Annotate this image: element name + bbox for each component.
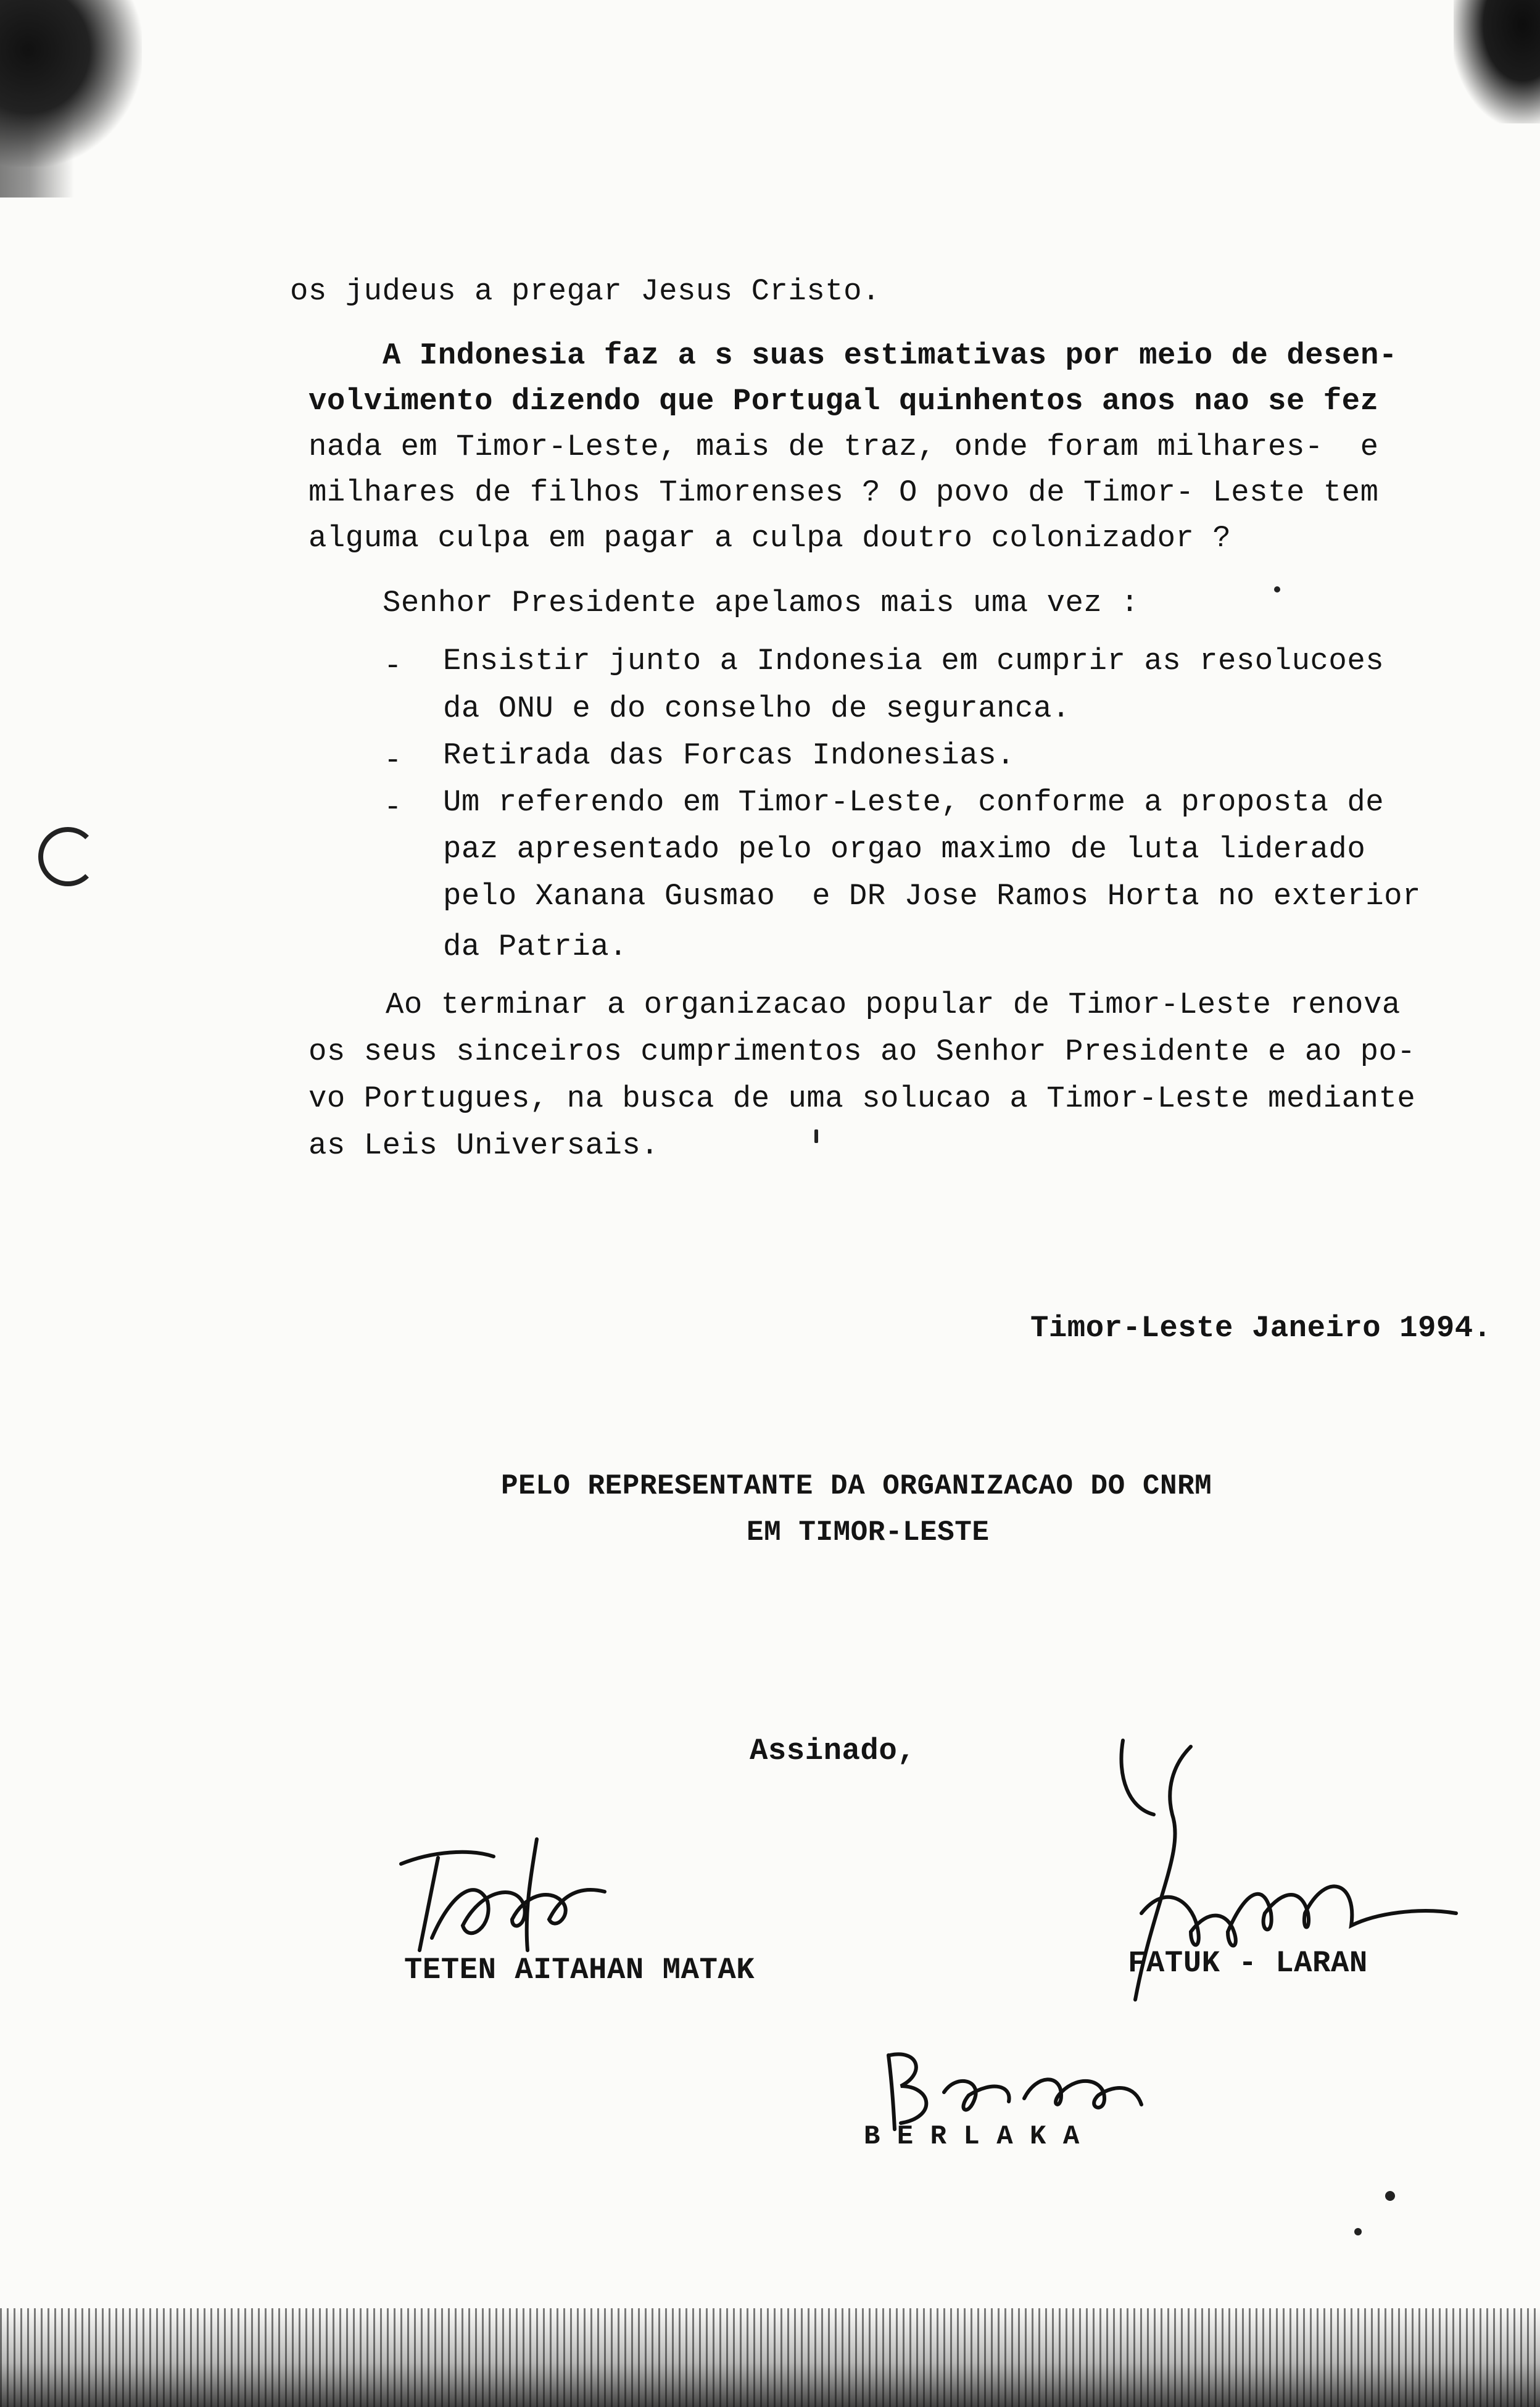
dateline: Timor-Leste Janeiro 1994.: [1030, 1311, 1492, 1345]
speck-mark: [1354, 2228, 1362, 2235]
ink-blot-top-right: [1454, 0, 1540, 123]
appeal-item-line: Retirada das Forcas Indonesias.: [443, 738, 1016, 773]
bullet-mark: -: [384, 649, 402, 683]
signatory-name-left: TETEN AITAHAN MATAK: [404, 1953, 755, 1987]
appeal-item-line: Um referendo em Timor-Leste, conforme a proposta de: [443, 785, 1385, 820]
paragraph1-line: A Indonesia faz a s suas estimativas por meio de desen-: [383, 338, 1397, 373]
speck-mark: [1385, 2191, 1395, 2201]
punch-hole-mark: [38, 827, 97, 886]
paragraph1-line: nada em Timor-Leste, mais de traz, onde foram milhares- e: [308, 430, 1379, 464]
appeal-item-line: pelo Xanana Gusmao e DR Jose Ramos Horta no exterior: [443, 879, 1421, 913]
closing-line: os seus sinceiros cumprimentos ao Senhor Presidente e ao po-: [308, 1034, 1416, 1069]
bullet-mark: -: [384, 743, 402, 778]
speck-mark: [1274, 586, 1280, 592]
organization-heading-sub: EM TIMOR-LESTE: [747, 1516, 990, 1549]
signed-label: Assinado,: [750, 1734, 916, 1768]
closing-line: as Leis Universais.: [308, 1128, 660, 1163]
closing-line: vo Portugues, na busca de uma solucao a Timor-Leste mediante: [308, 1081, 1416, 1116]
paragraph1-line: alguma culpa em pagar a culpa doutro colonizador ?: [308, 521, 1232, 555]
appeal-item-line: da Patria.: [443, 929, 628, 964]
signature-left: [395, 1827, 617, 1963]
paragraph1-line: volvimento dizendo que Portugal quinhentos anos nao se fez: [308, 384, 1379, 418]
organization-heading: PELO REPRESENTANTE DA ORGANIZACAO DO CNRM: [501, 1470, 1212, 1502]
appeal-item-line: paz apresentado pelo orgao maximo de luta liderado: [443, 832, 1366, 867]
closing-line: Ao terminar a organizacao popular de Timor-Leste renova: [386, 987, 1401, 1022]
signature-bottom: [876, 2037, 1148, 2135]
appeal-intro: Senhor Presidente apelamos mais uma vez :: [383, 586, 1140, 620]
scan-noise-bottom: [0, 2308, 1540, 2407]
appeal-item-line: Ensistir junto a Indonesia em cumprir as resolucoes: [443, 644, 1385, 678]
speck-mark: [814, 1129, 818, 1143]
intro-line: os judeus a pregar Jesus Cristo.: [290, 274, 880, 309]
appeal-item-line: da ONU e do conselho de seguranca.: [443, 691, 1070, 726]
paragraph1-line: milhares de filhos Timorenses ? O povo de Timor- Leste tem: [308, 475, 1379, 510]
signatory-name-right: FATUK - LARAN: [1128, 1946, 1368, 1981]
signatory-name-bottom: B E R L A K A: [864, 2121, 1080, 2152]
ink-blot-top-left: [0, 0, 142, 167]
bullet-mark: -: [384, 790, 402, 825]
